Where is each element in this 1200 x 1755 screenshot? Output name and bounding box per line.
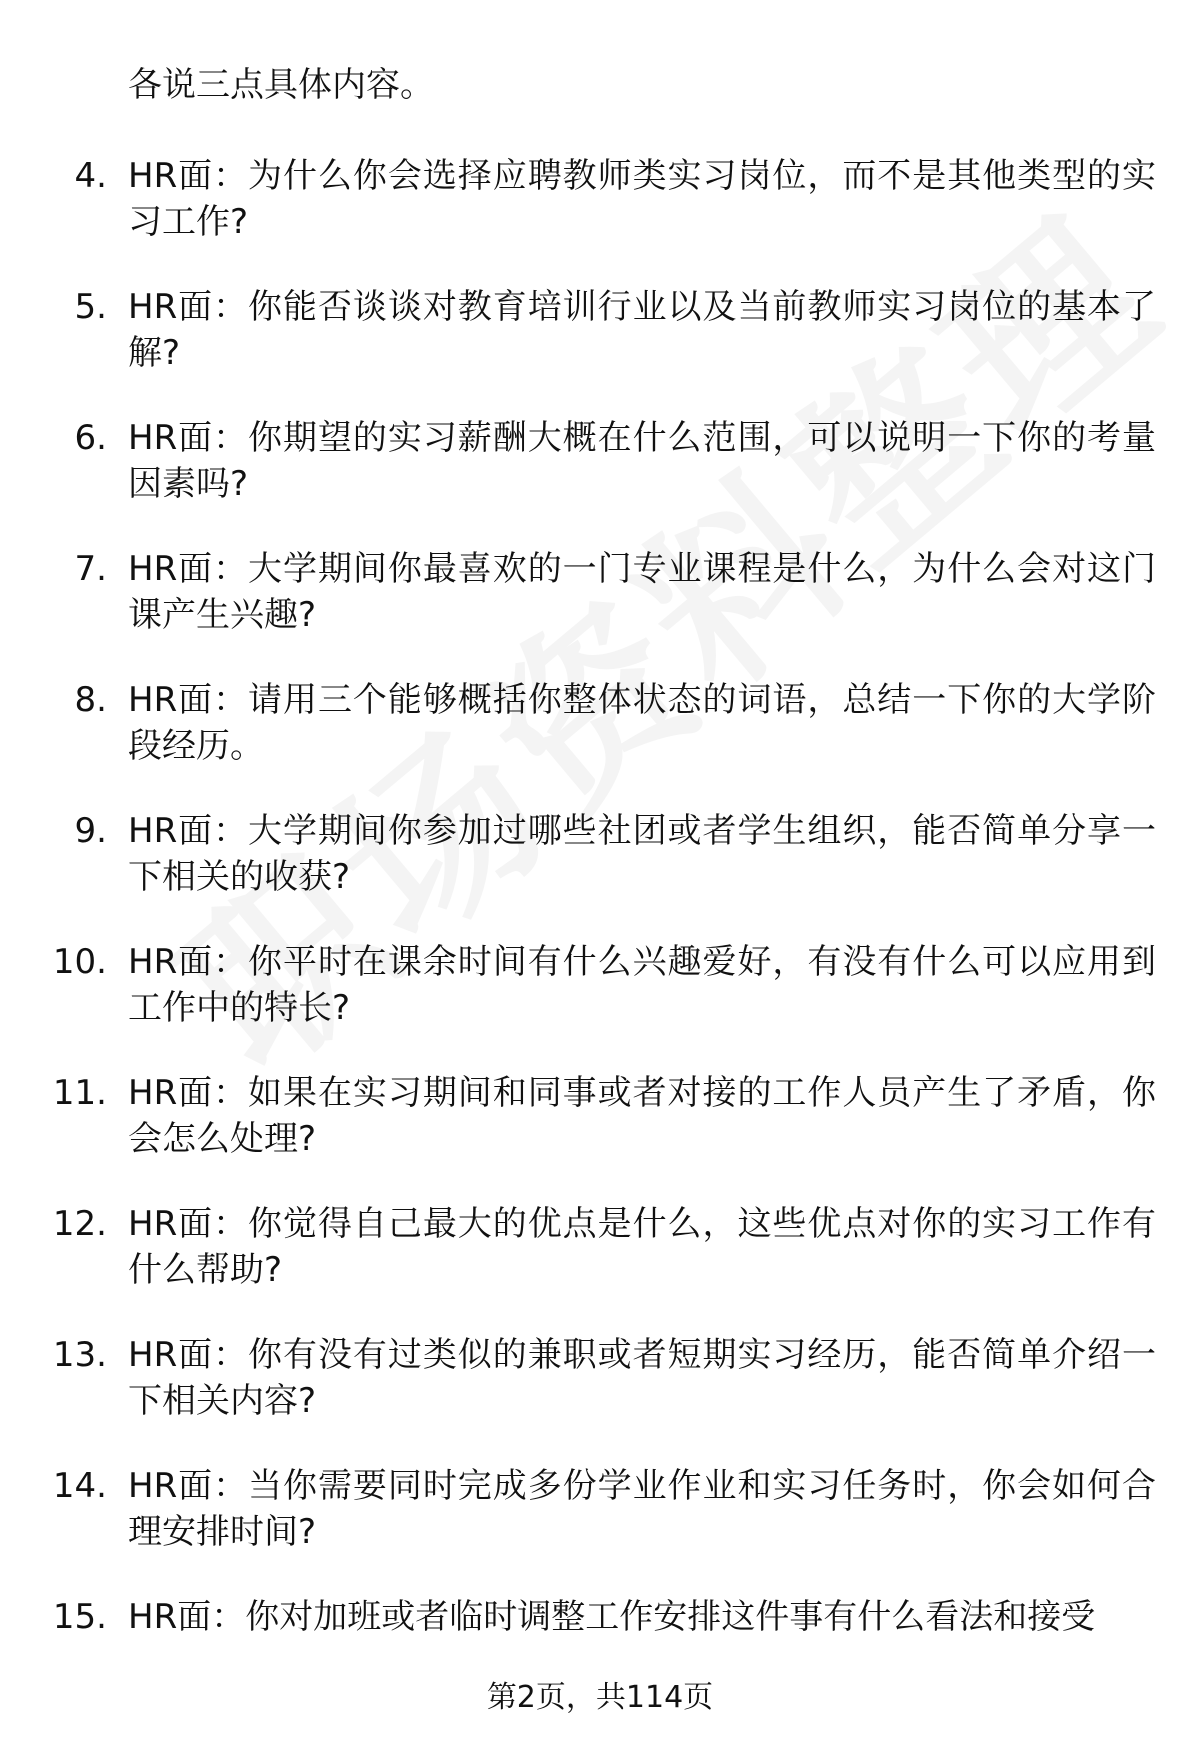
question-text: HR面：为什么你会选择应聘教师类实习岗位，而不是其他类型的实习工作?	[128, 156, 1156, 242]
question-number: 10.	[52, 942, 107, 982]
question-text: HR面：你平时在课余时间有什么兴趣爱好，有没有什么可以应用到工作中的特长?	[128, 942, 1156, 1028]
question-number: 6.	[74, 418, 107, 458]
question-text: HR面：你能否谈谈对教育培训行业以及当前教师实习岗位的基本了解?	[128, 287, 1156, 373]
question-number: 11.	[52, 1073, 107, 1113]
list-item	[0, 1455, 1200, 1586]
question-text: HR面：你有没有过类似的兼职或者短期实习经历，能否简单介绍一下相关内容?	[128, 1335, 1156, 1421]
question-number: 8.	[74, 680, 107, 720]
list-item	[0, 931, 1200, 1062]
question-number: 15.	[52, 1597, 107, 1637]
question-number: 9.	[74, 811, 107, 851]
question-number: 12.	[52, 1204, 107, 1244]
list-item	[0, 407, 1200, 538]
question-number: 7.	[74, 549, 107, 589]
list-item	[0, 276, 1200, 407]
question-text: HR面：你觉得自己最大的优点是什么，这些优点对你的实习工作有什么帮助?	[128, 1204, 1156, 1290]
list-item	[0, 1193, 1200, 1324]
page-footer: 第2页，共114页	[486, 1680, 714, 1715]
continuation-text: 各说三点具体内容。	[128, 65, 434, 105]
question-number: 13.	[52, 1335, 107, 1375]
question-text: HR面：你对加班或者临时调整工作安排这件事有什么看法和接受	[128, 1597, 1096, 1637]
question-text: HR面：大学期间你参加过哪些社团或者学生组织，能否简单分享一下相关的收获?	[128, 811, 1156, 897]
list-item	[0, 669, 1200, 800]
list-item	[0, 800, 1200, 931]
question-text: HR面：你期望的实习薪酬大概在什么范围，可以说明一下你的考量因素吗?	[128, 418, 1156, 504]
question-number: 5.	[74, 287, 107, 327]
question-number: 4.	[74, 156, 107, 196]
list-item	[0, 538, 1200, 669]
question-number: 14.	[52, 1466, 107, 1506]
question-text: HR面：大学期间你最喜欢的一门专业课程是什么，为什么会对这门课产生兴趣?	[128, 549, 1156, 635]
list-item	[0, 1324, 1200, 1455]
question-text: HR面：如果在实习期间和同事或者对接的工作人员产生了矛盾，你会怎么处理?	[128, 1073, 1156, 1159]
question-list	[0, 145, 1200, 1717]
list-item	[0, 145, 1200, 276]
question-text: HR面：请用三个能够概括你整体状态的词语，总结一下你的大学阶段经历。	[128, 680, 1156, 766]
question-text: HR面：当你需要同时完成多份学业作业和实习任务时，你会如何合理安排时间?	[128, 1466, 1156, 1552]
list-item	[0, 1062, 1200, 1193]
